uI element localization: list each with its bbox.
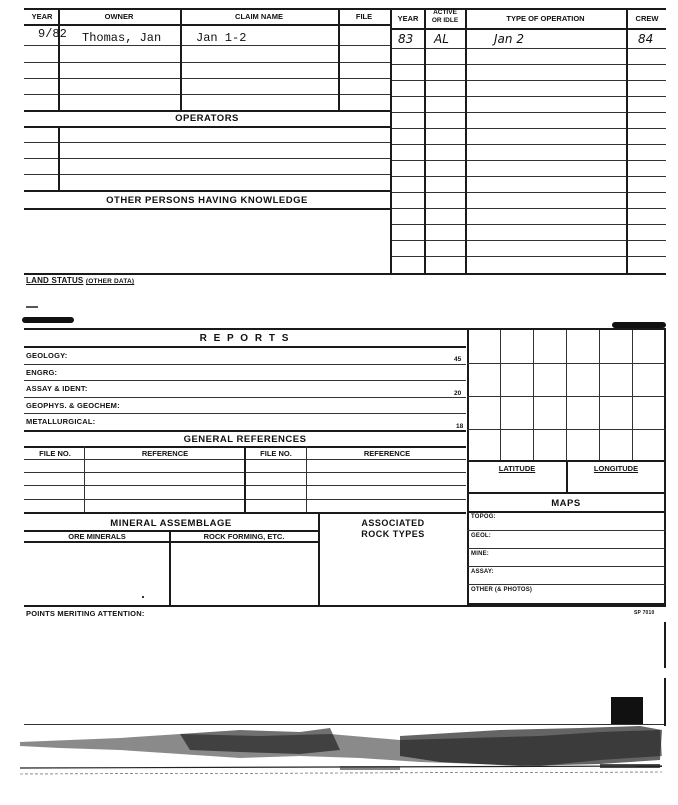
divider bbox=[390, 176, 666, 177]
divider bbox=[24, 346, 466, 348]
divider bbox=[24, 364, 466, 365]
divider bbox=[180, 8, 182, 110]
divider bbox=[24, 190, 390, 192]
report-assay-num: 20 bbox=[454, 390, 462, 397]
divider bbox=[566, 330, 567, 460]
divider bbox=[390, 144, 666, 145]
divider bbox=[390, 208, 666, 209]
divider bbox=[424, 8, 426, 274]
divider bbox=[390, 224, 666, 225]
op-row-crew: 84 bbox=[638, 32, 654, 46]
pencil-mark bbox=[26, 306, 38, 308]
col-active-header-2: OR IDLE bbox=[431, 17, 459, 24]
maps-other-label: OTHER (& PHOTOS) bbox=[471, 587, 533, 593]
divider bbox=[338, 8, 340, 110]
divider bbox=[24, 45, 390, 46]
divider bbox=[467, 330, 469, 606]
maps-geol-label: GEOL: bbox=[471, 533, 491, 539]
divider bbox=[24, 512, 466, 514]
divider bbox=[390, 160, 666, 161]
divider bbox=[24, 24, 390, 26]
divider bbox=[390, 8, 392, 274]
divider bbox=[24, 273, 390, 275]
divider bbox=[24, 208, 390, 210]
col-type-header: TYPE OF OPERATION bbox=[506, 14, 585, 23]
ink-smudge bbox=[22, 317, 74, 323]
col-ore-minerals-header: ORE MINERALS bbox=[68, 532, 126, 541]
divider bbox=[24, 413, 466, 414]
divider bbox=[24, 605, 666, 607]
report-geology-num: 45 bbox=[454, 356, 462, 363]
divider bbox=[24, 126, 390, 128]
mineral-assemblage-header: MINERAL ASSEMBLAGE bbox=[110, 518, 232, 529]
report-geophys-label: GEOPHYS. & GEOCHEM: bbox=[26, 401, 120, 410]
divider bbox=[467, 429, 665, 430]
land-status-label-wrap bbox=[26, 276, 134, 285]
divider bbox=[390, 96, 666, 97]
divider bbox=[24, 78, 390, 79]
divider bbox=[390, 80, 666, 81]
divider bbox=[626, 8, 628, 274]
col-active-header-1: ACTIVE bbox=[433, 9, 457, 16]
report-metallurgical-label: METALLURGICAL: bbox=[26, 417, 96, 426]
divider bbox=[24, 158, 390, 159]
divider bbox=[244, 446, 246, 512]
divider bbox=[390, 273, 666, 275]
col-owner-header: OWNER bbox=[104, 12, 134, 21]
divider bbox=[306, 446, 307, 512]
col-op-year-header: YEAR bbox=[397, 14, 419, 23]
maps-mine-label: MINE: bbox=[471, 551, 489, 557]
divider bbox=[467, 530, 665, 531]
maps-header: MAPS bbox=[551, 498, 581, 509]
form-number: SP 7010 bbox=[634, 610, 655, 616]
divider bbox=[467, 584, 665, 585]
latitude-label: LATITUDE bbox=[498, 464, 536, 473]
general-references-header: GENERAL REFERENCES bbox=[183, 434, 307, 445]
divider bbox=[599, 330, 600, 460]
col-file-no-2-header: FILE NO. bbox=[260, 449, 292, 458]
divider bbox=[24, 94, 390, 95]
divider bbox=[390, 240, 666, 241]
divider bbox=[632, 330, 633, 460]
divider bbox=[24, 174, 390, 175]
divider bbox=[500, 330, 501, 460]
op-row-year: 83 bbox=[398, 32, 414, 46]
divider bbox=[467, 396, 665, 397]
divider bbox=[24, 541, 318, 543]
maps-topog-label: TOPOG: bbox=[471, 514, 496, 520]
divider bbox=[390, 28, 666, 30]
divider bbox=[467, 511, 665, 513]
divider bbox=[390, 256, 666, 257]
divider bbox=[664, 622, 666, 668]
points-meriting-attention-label: POINTS MERITING ATTENTION: bbox=[26, 609, 145, 618]
associated-rock-types-line2: ROCK TYPES bbox=[361, 529, 425, 539]
owner-row-claim-name: Jan 1-2 bbox=[196, 31, 247, 45]
land-status-label: LAND STATUS bbox=[26, 276, 84, 285]
divider bbox=[390, 64, 666, 65]
report-geology-label: GEOLOGY: bbox=[26, 351, 68, 360]
divider bbox=[533, 330, 534, 460]
divider bbox=[24, 328, 666, 330]
divider bbox=[24, 8, 390, 10]
op-row-active: AL bbox=[434, 32, 449, 46]
pencil-mark bbox=[142, 596, 144, 598]
col-file-header: FILE bbox=[355, 12, 373, 21]
divider bbox=[58, 126, 60, 190]
scan-smudge bbox=[0, 720, 678, 802]
report-metallurgical-num: 18 bbox=[456, 423, 464, 430]
divider bbox=[390, 48, 666, 49]
col-year-header: YEAR bbox=[31, 12, 53, 21]
divider bbox=[24, 397, 466, 398]
divider bbox=[390, 192, 666, 193]
reports-header: R E P O R T S bbox=[199, 333, 291, 344]
divider bbox=[467, 566, 665, 567]
divider bbox=[467, 548, 665, 549]
owner-row-owner: Thomas, Jan bbox=[82, 31, 162, 45]
report-assay-label: ASSAY & IDENT: bbox=[26, 384, 88, 393]
associated-rock-types-line1: ASSOCIATED bbox=[361, 518, 425, 528]
divider bbox=[664, 678, 666, 726]
divider bbox=[24, 430, 466, 432]
divider bbox=[467, 492, 665, 494]
op-row-type: Jan 2 bbox=[494, 32, 524, 46]
land-status-sub: (OTHER DATA) bbox=[85, 278, 135, 285]
report-engrg-label: ENGRG: bbox=[26, 368, 58, 377]
other-persons-header: OTHER PERSONS HAVING KNOWLEDGE bbox=[106, 195, 308, 206]
maps-assay-label: ASSAY: bbox=[471, 569, 494, 575]
operators-header: OPERATORS bbox=[175, 113, 239, 124]
divider bbox=[24, 142, 390, 143]
divider bbox=[169, 530, 171, 606]
col-reference-2-header: REFERENCE bbox=[363, 449, 411, 458]
divider bbox=[84, 446, 85, 512]
divider bbox=[58, 8, 60, 110]
divider bbox=[465, 8, 467, 274]
divider bbox=[24, 380, 466, 381]
longitude-label: LONGITUDE bbox=[593, 464, 639, 473]
col-crew-header: CREW bbox=[635, 14, 659, 23]
col-file-no-header: FILE NO. bbox=[39, 449, 71, 458]
divider bbox=[24, 62, 390, 63]
col-rock-forming-header: ROCK FORMING, ETC. bbox=[203, 532, 285, 541]
divider bbox=[390, 128, 666, 129]
col-reference-header: REFERENCE bbox=[141, 449, 189, 458]
col-claim-name-header: CLAIM NAME bbox=[235, 12, 283, 21]
owner-row-year: 9/82 bbox=[38, 27, 67, 41]
divider bbox=[467, 363, 665, 364]
divider bbox=[24, 110, 390, 112]
divider bbox=[390, 112, 666, 113]
divider bbox=[664, 330, 666, 606]
